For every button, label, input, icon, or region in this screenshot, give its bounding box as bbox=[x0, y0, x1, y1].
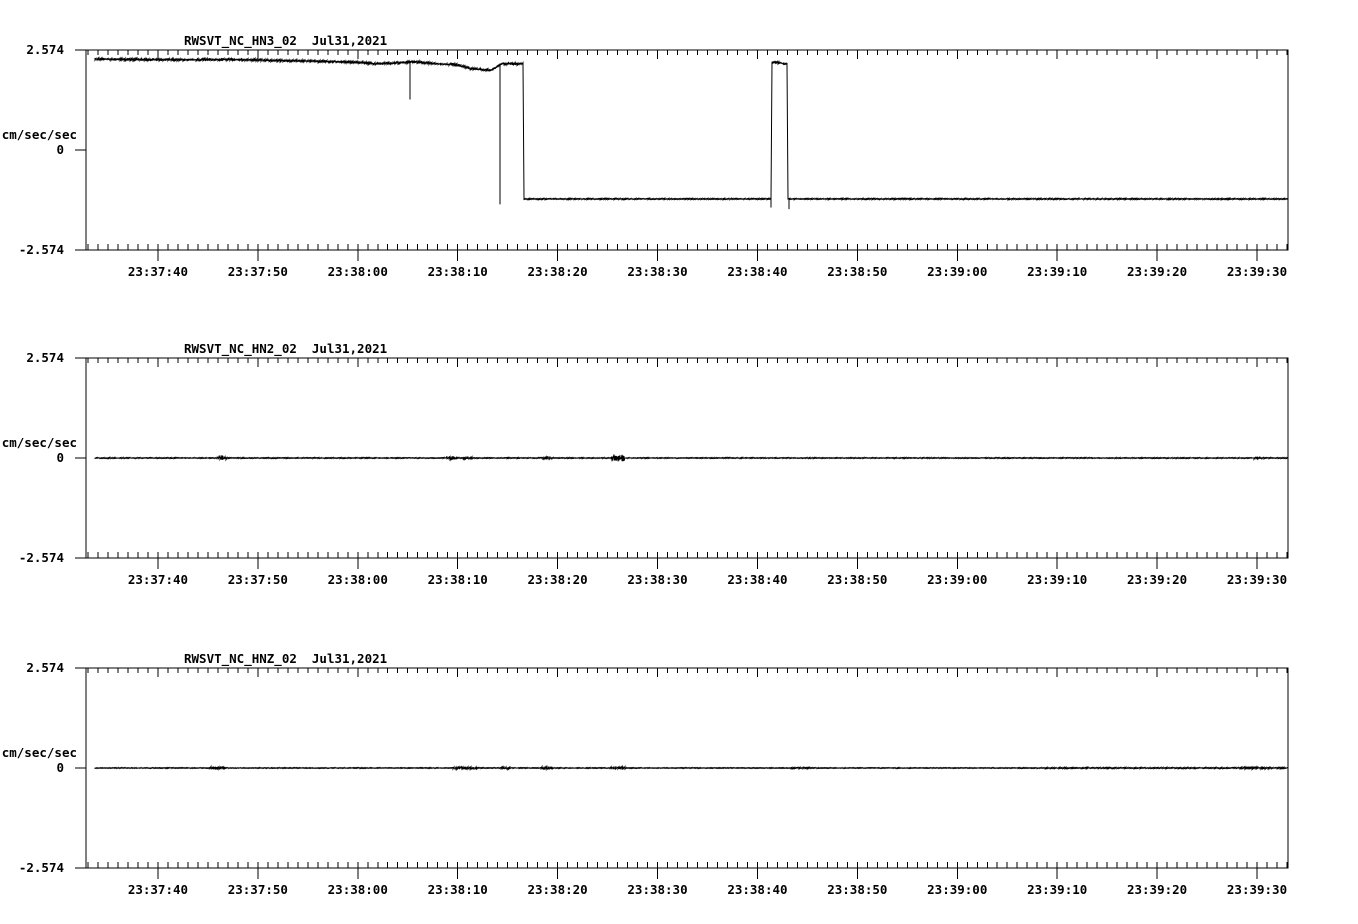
x-tick-label: 23:39:00 bbox=[927, 264, 988, 279]
x-tick-label: 23:39:30 bbox=[1226, 572, 1288, 587]
x-tick-label: 23:37:50 bbox=[227, 882, 288, 897]
date-label: Jul31,2021 bbox=[311, 33, 388, 48]
x-tick-label: 23:37:50 bbox=[227, 572, 288, 587]
y-tick-label: -2.574 bbox=[18, 242, 64, 257]
x-tick-label: 23:37:40 bbox=[127, 264, 189, 279]
chart-title bbox=[184, 341, 387, 356]
x-tick-label: 23:39:20 bbox=[1126, 264, 1188, 279]
axis-ticks bbox=[75, 50, 1287, 261]
x-tick-label: 23:38:20 bbox=[527, 882, 588, 897]
x-tick-label: 23:39:00 bbox=[927, 572, 988, 587]
x-tick-label: 23:38:20 bbox=[527, 264, 588, 279]
x-tick-label: 23:39:10 bbox=[1027, 264, 1088, 279]
waveform-trace bbox=[95, 58, 1288, 209]
chart-title bbox=[184, 33, 387, 48]
x-tick-label: 23:38:40 bbox=[727, 264, 788, 279]
x-tick-label: 23:37:50 bbox=[227, 264, 288, 279]
x-tick-label: 23:38:30 bbox=[627, 264, 688, 279]
y-tick-label: 0 bbox=[56, 142, 64, 157]
x-tick-label: 23:38:50 bbox=[827, 572, 888, 587]
x-tick-label: 23:38:50 bbox=[827, 882, 888, 897]
waveform-trace bbox=[95, 766, 1288, 769]
y-tick-label: 2.574 bbox=[26, 660, 64, 675]
x-tick-label: 23:39:30 bbox=[1226, 264, 1288, 279]
x-tick-label: 23:38:40 bbox=[727, 882, 788, 897]
date-label: Jul31,2021 bbox=[311, 341, 388, 356]
station-channel-label: RWSVT_NC_HN3_02 bbox=[184, 33, 297, 48]
station-channel-label: RWSVT_NC_HN2_02 bbox=[184, 341, 297, 356]
x-tick-label: 23:38:30 bbox=[627, 572, 688, 587]
x-tick-label: 23:38:40 bbox=[727, 572, 788, 587]
x-tick-label: 23:39:00 bbox=[927, 882, 988, 897]
x-tick-label: 23:38:00 bbox=[327, 882, 388, 897]
y-axis-unit-label: cm/sec/sec bbox=[1, 435, 77, 450]
y-axis-unit-label: cm/sec/sec bbox=[1, 745, 77, 760]
y-axis-unit-label: cm/sec/sec bbox=[1, 127, 77, 142]
y-tick-label: 0 bbox=[56, 760, 64, 775]
x-tick-label: 23:39:10 bbox=[1027, 882, 1088, 897]
x-tick-label: 23:38:00 bbox=[327, 264, 388, 279]
y-tick-label: 2.574 bbox=[26, 350, 64, 365]
station-channel-label: RWSVT_NC_HNZ_02 bbox=[184, 651, 297, 666]
date-label: Jul31,2021 bbox=[311, 651, 388, 666]
axis-ticks bbox=[75, 668, 1287, 879]
x-tick-label: 23:39:30 bbox=[1226, 882, 1288, 897]
waveform-trace bbox=[95, 455, 1288, 462]
x-tick-label: 23:37:40 bbox=[127, 882, 189, 897]
x-tick-label: 23:39:20 bbox=[1126, 572, 1188, 587]
plot-frame bbox=[86, 50, 1288, 250]
y-tick-label: -2.574 bbox=[18, 860, 64, 875]
y-tick-label: 2.574 bbox=[26, 42, 64, 57]
x-tick-label: 23:39:20 bbox=[1126, 882, 1188, 897]
x-tick-label: 23:37:40 bbox=[127, 572, 189, 587]
x-tick-label: 23:38:10 bbox=[427, 572, 488, 587]
x-tick-label: 23:38:20 bbox=[527, 572, 588, 587]
x-tick-label: 23:38:10 bbox=[427, 882, 488, 897]
chart-title bbox=[184, 651, 387, 666]
x-tick-label: 23:38:30 bbox=[627, 882, 688, 897]
axis-ticks bbox=[75, 358, 1287, 569]
x-tick-label: 23:38:00 bbox=[327, 572, 388, 587]
y-tick-label: -2.574 bbox=[18, 550, 64, 565]
x-tick-label: 23:38:50 bbox=[827, 264, 888, 279]
y-tick-label: 0 bbox=[56, 450, 64, 465]
x-tick-label: 23:39:10 bbox=[1027, 572, 1088, 587]
x-tick-label: 23:38:10 bbox=[427, 264, 488, 279]
